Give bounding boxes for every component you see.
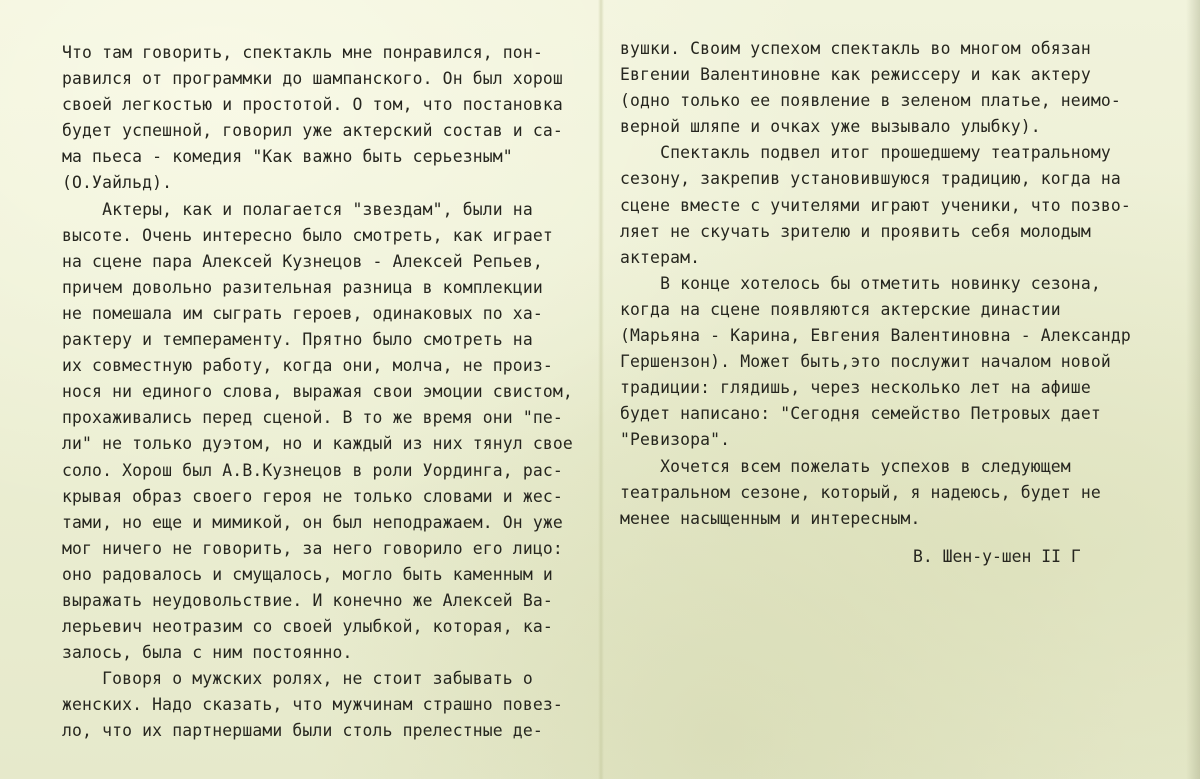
text-line: (Марьяна - Карина, Евгения Валентиновна - Александр (620, 326, 1131, 346)
text-line: ли" не только дуэтом, но и каждый из них тянул свое (62, 434, 573, 454)
text-line: ляет не скучать зрителю и проявить себя молодым (620, 221, 1091, 241)
text-line: соло. Хорош был А.В.Кузнецов в роли Уординга, рас- (62, 460, 563, 480)
text-line: залось, была с ним постоянно. (62, 643, 353, 663)
text-line: актерам. (620, 247, 701, 267)
text-line: мог ничего не говорить, за него говорило его лицо: (62, 538, 563, 558)
text-line: прохаживались перед сценой. В то же время они "пе- (62, 408, 563, 428)
text-line: Говоря о мужских ролях, не стоит забывать о (62, 669, 533, 689)
text-line: "Ревизора". (620, 430, 731, 450)
text-line: их совместную работу, когда они, молча, не произ- (62, 356, 553, 376)
text-line: традиции: глядишь, через несколько лет на афише (620, 378, 1091, 398)
text-line: крывая образ своего героя не только словами и жес- (62, 486, 563, 506)
text-line: В конце хотелось бы отметить новинку сезона, (620, 273, 1101, 293)
text-line: будет написано: "Сегодня семейство Петровых дает (620, 404, 1101, 424)
text-line: своей легкостью и простотой. О том, что постановка (62, 95, 563, 115)
text-line: верной шляпе и очках уже вызывало улыбку). (620, 117, 1041, 137)
text-line: тами, но еще и мимикой, он был неподражаем. Он уже (62, 512, 563, 532)
text-line: нося ни единого слова, выражая свои эмоции свистом, (62, 382, 573, 402)
text-line: менее насыщенным и интересным. (620, 508, 921, 528)
text-line: когда на сцене появляются актерские династии (620, 299, 1061, 319)
text-line: будет успешной, говорил уже актерский состав и са- (62, 121, 563, 141)
author-signature: В. Шен-у-шен II Г (913, 547, 1081, 566)
text-line: Спектакль подвел итог прошедшему театральному (620, 143, 1111, 163)
text-line: ма пьеса - комедия "Как важно быть серьезным" (62, 147, 513, 167)
text-line: сцене вместе с учителями играют ученики, что позво- (620, 195, 1131, 215)
text-line: лерьевич неотразим со своей улыбкой, которая, ка- (62, 617, 553, 637)
text-line: сезону, закрепив установившуюся традицию, когда на (620, 169, 1121, 189)
paper-edge-shadow (1186, 0, 1200, 779)
text-line: Евгении Валентиновне как режиссеру и как актеру (620, 65, 1091, 85)
text-line: Что там говорить, спектакль мне понравился, пон- (62, 43, 543, 62)
text-line: выражать неудовольствие. И конечно же Алексей Ва- (62, 590, 553, 610)
text-line: Гершензон). Может быть,это послужит началом новой (620, 352, 1111, 372)
paper-fold (598, 0, 604, 779)
text-line: (О.Уайльд). (62, 173, 173, 193)
text-line: рактеру и темпераменту. Прятно было смотреть на (62, 330, 533, 350)
text-line: Актеры, как и полагается "звездам", были на (62, 199, 533, 219)
text-line: оно радовалось и смущалось, могло быть каменным и (62, 564, 553, 584)
text-line: театральном сезоне, который, я надеюсь, будет не (620, 482, 1101, 502)
left-text-column (62, 40, 573, 745)
text-line: равился от программки до шампанского. Он был хорош (62, 69, 563, 89)
text-line: вушки. Своим успехом спектакль во многом обязан (620, 39, 1091, 58)
text-line: женских. Надо сказать, что мужчинам страшно повез- (62, 695, 563, 715)
text-line: (одно только ее появление в зеленом платье, неимо- (620, 91, 1121, 111)
text-line: не помешала им сыграть героев, одинаковых по ха- (62, 303, 543, 323)
text-line: Хочется всем пожелать успехов в следующем (620, 456, 1071, 476)
text-line: высоте. Очень интересно было смотреть, как играет (62, 225, 553, 245)
text-line: причем довольно разительная разница в комплекции (62, 277, 543, 297)
right-text-column (620, 36, 1131, 532)
text-line: ло, что их партнершами были столь прелестные де- (62, 721, 543, 741)
text-line: на сцене пара Алексей Кузнецов - Алексей Репьев, (62, 251, 543, 271)
